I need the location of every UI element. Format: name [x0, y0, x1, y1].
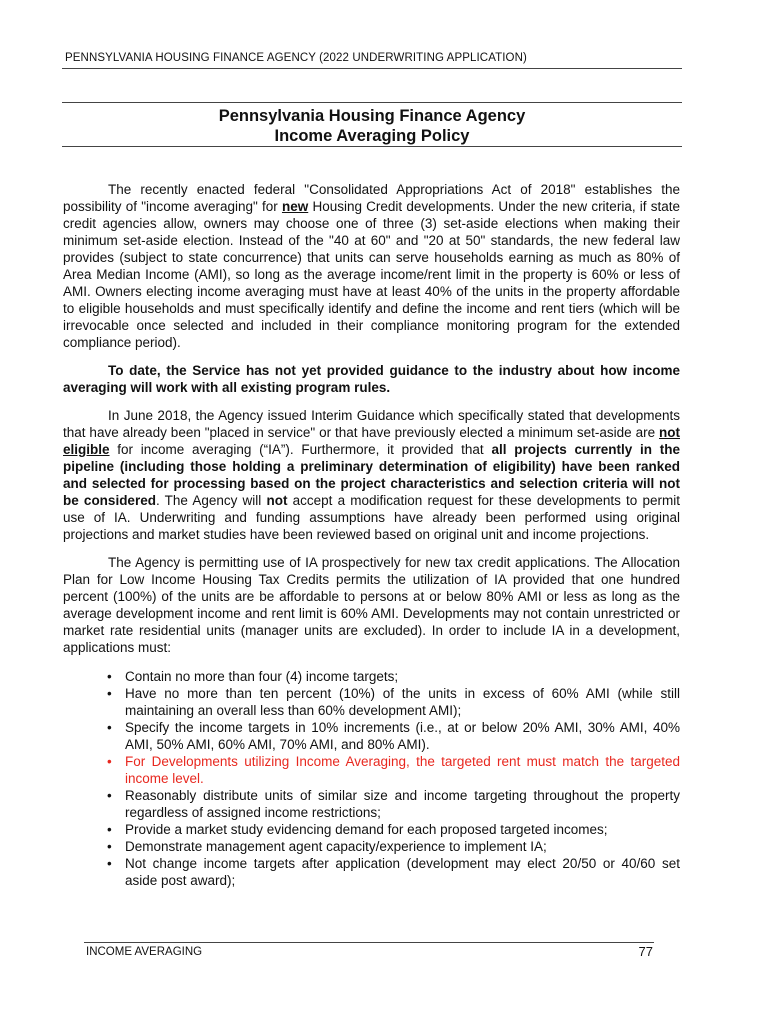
title-top-rule	[62, 102, 682, 103]
running-header: PENNSYLVANIA HOUSING FINANCE AGENCY (2022 UNDERWRITING APPLICATION)	[65, 52, 527, 64]
requirement-item: • Not change income targets after application (development may elect 20/50 or 40/60 set aside post award);	[125, 855, 680, 889]
p3-text-d: accept a modification request for these developments to permit use of IA. Underwriting and funding assumptions have already been performed using original projections and market studies have been reviewed based on original unit and income projections.	[63, 493, 680, 542]
p3-pipeline-emphasis: all projects currently in the pipeline (including those holding a preliminary determination of eligibility) have been ranked and selected for processing based on the project characteristics and selection criteria will not be considered	[63, 442, 680, 508]
requirement-item: • Contain no more than four (4) income targets;	[125, 668, 680, 685]
p1-text-b: Housing Credit developments. Under the new criteria, if state credit agencies allow, owners may choose one of three (3) set-aside elections when making their minimum set-aside election. Instead of the "40 at 60" and "20 at 50" standards, the new federal law provides (subject to state concurrence) that units can serve households earning as much as 80% of Area Median Income (AMI), so long as the average income/rent limit in the property is 60% or less of AMI. Owners electing income averaging must have at least 40% of the units in the property affordable to eligible households and must specifically identify and define the income and rent tiers (which will be irrevocable once selected and included in their compliance monitoring program for the extended compliance period).	[63, 199, 680, 350]
requirement-item: • Specify the income targets in 10% increments (i.e., at or below 20% AMI, 30% AMI, 40% AMI, 50% AMI, 60% AMI, 70% AMI, and 80% AMI).	[125, 719, 680, 753]
requirement-item: • Have no more than ten percent (10%) of the units in excess of 60% AMI (while still maintaining an overall less than 60% development AMI);	[125, 685, 680, 719]
requirements-list	[63, 668, 680, 889]
p3-text-b: for income averaging (“IA”). Furthermore, it provided that	[109, 442, 492, 457]
p3-not-eligible-emphasis: not eligible	[63, 425, 680, 457]
page-number: 77	[638, 944, 653, 959]
footer-section-label: INCOME AVERAGING	[86, 946, 203, 958]
title-line-2: Income Averaging Policy	[274, 127, 470, 145]
paragraph-prospective-use: The Agency is permitting use of IA prospectively for new tax credit applications. The Allocation Plan for Low Income Housing Tax Credits permits the utilization of IA provided that one hundred percent (100%) of the units are be affordable to persons at or below 80% AMI or less as long as the average development income and rent limit is 60% AMI. Developments may not contain unrestricted or market rate residential units (manager units are excluded). In order to include IA in a development, applications must:	[63, 555, 680, 655]
p3-not-emphasis: not	[266, 493, 288, 508]
p1-text-a: The recently enacted federal "Consolidated Appropriations Act of 2018" establishes the possibility of "income averaging" for	[63, 182, 680, 214]
title-bottom-rule	[62, 146, 682, 147]
footer-rule	[84, 942, 654, 943]
paragraph-service-guidance: To date, the Service has not yet provided guidance to the industry about how income averaging will work with all existing program rules.	[63, 363, 680, 395]
requirement-item: • Reasonably distribute units of similar size and income targeting throughout the property regardless of assigned income restrictions;	[125, 787, 680, 821]
p1-new-emphasis: new	[281, 199, 309, 214]
header-rule	[62, 68, 682, 69]
page-title	[62, 106, 682, 146]
title-line-1: Pennsylvania Housing Finance Agency	[218, 107, 526, 125]
paragraph-intro	[63, 181, 680, 351]
p3-text-a: In June 2018, the Agency issued Interim Guidance which specifically stated that developments that have already been "placed in service" or that have previously elected a minimum set-aside are	[63, 408, 680, 440]
p3-text-c: . The Agency will	[155, 493, 267, 508]
requirement-item-highlighted: • For Developments utilizing Income Averaging, the targeted rent must match the targeted income level.	[125, 753, 680, 787]
requirement-item: • Provide a market study evidencing demand for each proposed targeted incomes;	[125, 821, 680, 838]
requirement-item: • Demonstrate management agent capacity/experience to implement IA;	[125, 838, 680, 855]
paragraph-interim-guidance	[63, 407, 680, 543]
policy-body	[63, 181, 680, 889]
